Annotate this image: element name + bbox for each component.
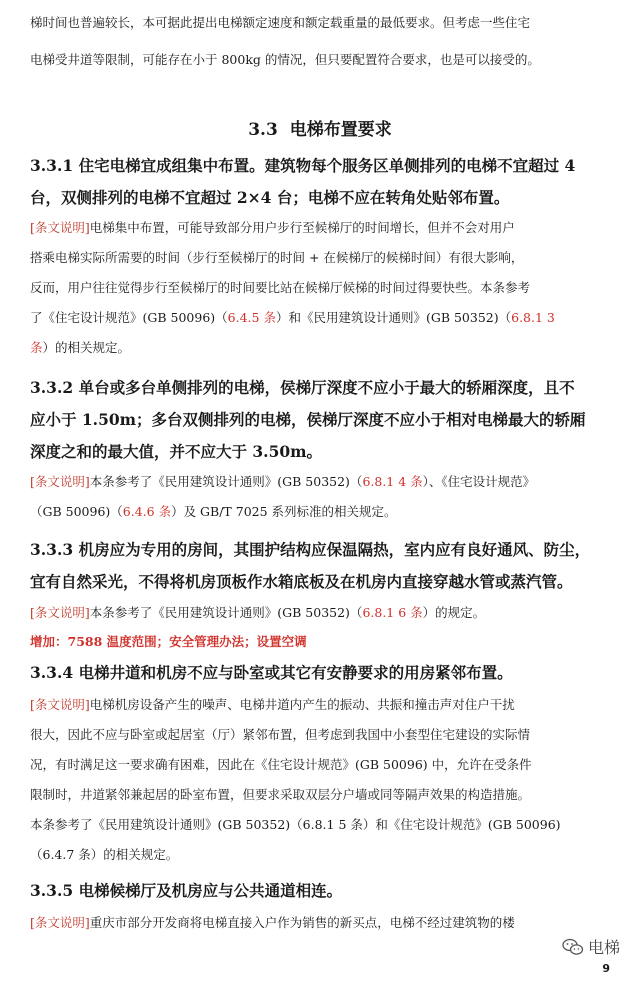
note-3-3-3: [条文说明]本条参考了《民用建筑设计通则》(GB 50352)（6.8.1 6 条）的规定。 — [30, 605, 486, 620]
note-3-3-4-line-2: 很大，因此不应与卧室或起居室（厅）紧邻布置，但考虑到我国中小套型住宅建设的实际情 — [30, 727, 531, 742]
note-3-3-2-line-2: （GB 50096)（6.4.6 条）及 GB/T 7025 系列标准的相关规定。 — [30, 504, 397, 519]
note-3-3-1-line-3: 反而，用户往往觉得步行至候梯厅的时间要比站在候梯厅候梯的时间过得要快些。本条参考 — [30, 280, 531, 295]
ref-link: 6.8.1 4 条 — [362, 474, 423, 489]
note-tag: [条文说明] — [30, 915, 90, 930]
intro-line-1: 梯时间也普遍较长，本可据此提出电梯额定速度和额定载重量的最低要求。但考虑一些住宅 — [30, 15, 531, 30]
clause-3-3-3-line-1: 3.3.3 机房应为专用的房间，其围护结构应保温隔热，室内应有良好通风、防尘， — [30, 540, 591, 559]
section-title: 电梯布置要求 — [289, 120, 392, 140]
note-3-3-4-line-5: 本条参考了《民用建筑设计通则》(GB 50352)（6.8.1 5 条）和《住宅设计规范》(GB 50096) — [30, 817, 561, 832]
intro-line-2: 电梯受井道等限制，可能存在小于 800kg 的情况，但只要配置符合要求，也是可以接受的。 — [30, 52, 540, 67]
clause-number: 3.3.1 — [30, 156, 74, 175]
ref-link: 条 — [30, 340, 43, 355]
watermark — [562, 935, 620, 958]
clause-3-3-2-line-1: 3.3.2 单台或多台单侧排列的电梯，侯梯厅深度不应小于最大的轿厢深度，且不 — [30, 378, 575, 397]
note-3-3-2-line-1: [条文说明]本条参考了《民用建筑设计通则》(GB 50352)（6.8.1 4 条）、《住宅设计规范》 — [30, 474, 536, 489]
added-annotation: 增加：7588 温度范围；安全管理办法；设置空调 — [30, 634, 307, 649]
note-tag: [条文说明] — [30, 474, 90, 489]
ref-link: 6.4.5 条 — [227, 310, 276, 325]
clause-number: 3.3.4 — [30, 663, 74, 682]
note-3-3-4-line-4: 限制时，井道紧邻兼起居的卧室布置，但要求采取双层分户墙或同等隔声效果的构造措施。 — [30, 787, 531, 802]
note-tag: [条文说明] — [30, 220, 90, 235]
note-3-3-1-line-2: 搭乘电梯实际所需要的时间（步行至候梯厅的时间 + 在候梯厅的候梯时间）有很大影响， — [30, 250, 524, 265]
section-heading — [0, 118, 640, 142]
clause-3-3-3-line-2: 宜有自然采光，不得将机房顶板作水箱底板及在机房内直接穿越水管或蒸汽管。 — [30, 572, 573, 591]
ref-link: 6.4.6 条 — [122, 504, 172, 519]
clause-3-3-5-line-1: 3.3.5 电梯候梯厅及机房应与公共通道相连。 — [30, 881, 343, 900]
clause-3-3-1-line-2: 台，双侧排列的电梯不宜超过 2×4 台；电梯不应在转角处贴邻布置。 — [30, 188, 510, 207]
wechat-icon — [562, 938, 584, 956]
clause-3-3-4-line-1: 3.3.4 电梯井道和机房不应与卧室或其它有安静要求的用房紧邻布置。 — [30, 663, 513, 682]
clause-3-3-2-line-2: 应小于 1.50m；多台双侧排列的电梯，侯梯厅深度不应小于相对电梯最大的轿厢 — [30, 410, 586, 429]
note-3-3-1-line-1: [条文说明]电梯集中布置，可能导致部分用户步行至候梯厅的时间增长，但并不会对用户 — [30, 220, 515, 235]
clause-3-3-1-line-1: 3.3.1 住宅电梯宜成组集中布置。建筑物每个服务区单侧排列的电梯不宜超过 4 — [30, 156, 576, 175]
note-3-3-4-line-1: [条文说明]电梯机房设备产生的噪声、电梯井道内产生的振动、共振和撞击声对住户干扰 — [30, 697, 515, 712]
watermark-text: 电梯 — [587, 938, 620, 957]
clause-number: 3.3.5 — [30, 881, 74, 900]
note-3-3-4-line-6: （6.4.7 条）的相关规定。 — [30, 847, 179, 862]
section-number: 3.3 — [248, 120, 278, 140]
note-3-3-5-line-1: [条文说明]重庆市部分开发商将电梯直接入户作为销售的新买点，电梯不经过建筑物的楼 — [30, 915, 515, 930]
clause-number: 3.3.2 — [30, 378, 74, 397]
note-tag: [条文说明] — [30, 605, 90, 620]
note-3-3-4-line-3: 况，有时满足这一要求确有困难，因此在《住宅设计规范》(GB 50096) 中，允许在受条件 — [30, 757, 532, 772]
ref-link: 6.8.1 6 条 — [362, 605, 423, 620]
clause-3-3-2-line-3: 深度之和的最大值，并不应大于 3.50m。 — [30, 442, 323, 461]
page-number: 9 — [602, 962, 610, 975]
note-3-3-1-line-4: 了《住宅设计规范》(GB 50096)（6.4.5 条）和《民用建筑设计通则》(GB 50352)（6.8.1 3 — [30, 310, 555, 325]
clause-number: 3.3.3 — [30, 540, 74, 559]
note-tag: [条文说明] — [30, 697, 90, 712]
ref-link: 6.8.1 3 — [511, 310, 555, 325]
note-3-3-1-line-5: 条）的相关规定。 — [30, 340, 131, 355]
